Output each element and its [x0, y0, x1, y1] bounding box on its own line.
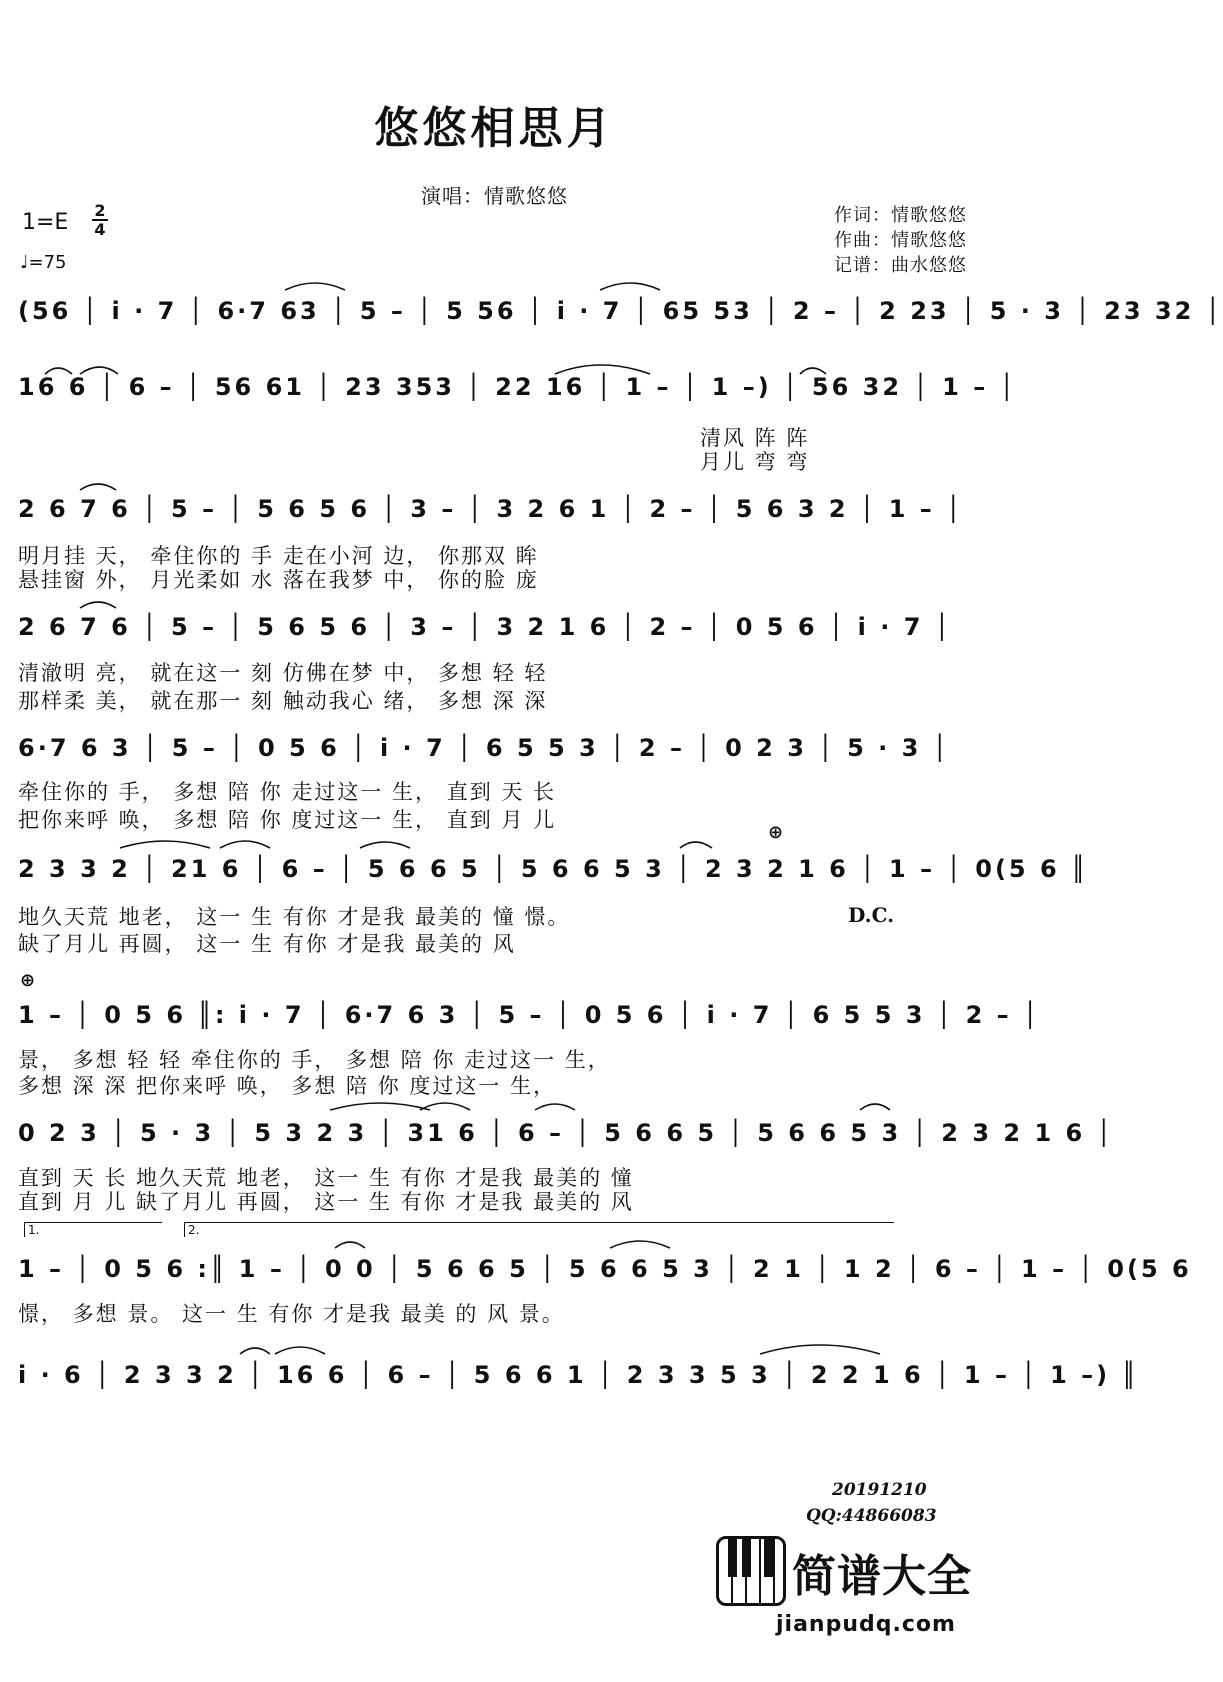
time-signature [92, 202, 108, 238]
notation-line: 2 6 7 6 │ 5 – │ 5 6 5 6 │ 3 – │ 3 2 1 6 │ 2 – │ 0 5 6 │ i · 7 │ [18, 613, 953, 641]
slur [420, 1103, 470, 1110]
lyric-line: 多想 深 深 把你来呼 唤， 多想 陪 你 度过这一 生， [18, 1074, 557, 1098]
lyric-line: 清风 阵 阵 [700, 426, 810, 450]
slur [680, 842, 712, 848]
notation-line: 0 2 3 │ 5 · 3 │ 5 3 2 3 │ 31 6 │ 6 – │ 5 6 6 5 │ 5 6 6 5 3 │ 2 3 2 1 6 │ [18, 1119, 1115, 1147]
lyric-line: 地久天荒 地老， 这一 生 有你 才是我 最美的 憧 憬。 [18, 905, 571, 929]
key-signature: 1=E [22, 210, 69, 235]
slur [220, 841, 270, 848]
volta-2-bracket: 2. [184, 1222, 894, 1237]
slur [760, 1345, 880, 1354]
notation-line: 2 3 3 2 │ 21 6 │ 6 – │ 5 6 6 5 │ 5 6 6 5 3 │ 2 3 2 1 6 │ 1 – │ 0(5 6 ║ [18, 855, 1089, 883]
slur [600, 283, 660, 290]
transcriber-credit: 记谱：曲水悠悠 [834, 255, 967, 276]
score-system-4 [18, 608, 971, 658]
site-logo [716, 1536, 976, 1646]
slur [535, 1104, 575, 1110]
notation-line: 2 6 7 6 │ 5 – │ 5 6 5 6 │ 3 – │ 3 2 6 1 │ 2 – │ 5 6 3 2 │ 1 – │ [18, 495, 964, 523]
lyricist-credit: 作词：情歌悠悠 [834, 205, 967, 226]
lyric-line: 把你来呼 唤， 多想 陪 你 度过这一 生， 直到 月 儿 [18, 808, 557, 832]
composer-credit: 作曲：情歌悠悠 [834, 230, 967, 251]
slur [335, 1242, 365, 1248]
logo-title: 简谱大全 [792, 1551, 972, 1602]
piano-icon [716, 1536, 786, 1606]
score-system-7 [18, 996, 1041, 1046]
tempo-marking: ♩=75 [20, 252, 67, 273]
notation-line: 16 6 │ 6 – │ 56 61 │ 23 353 │ 22 16 │ 1 – │ 1 –) │ 56 32 │ 1 – │ [18, 373, 1018, 401]
lyric-line: 那样柔 美， 就在那一 刻 触动我心 绪， 多想 深 深 [18, 689, 548, 713]
slur [610, 1241, 670, 1248]
singer-credit: 演唱：情歌悠悠 [421, 184, 568, 208]
date-stamp: 20191210 [832, 1480, 927, 1500]
slur [275, 1347, 325, 1354]
notation-line: 1 – │ 0 5 6 ║: i · 7 │ 6·7 6 3 │ 5 – │ 0 5 6 │ i · 7 │ 6 5 5 3 │ 2 – │ [18, 1001, 1041, 1029]
notation-line: i · 6 │ 2 3 3 2 │ 16 6 │ 6 – │ 5 6 6 1 │ 2 3 3 5 3 │ 2 2 1 6 │ 1 – │ 1 –) ║ [18, 1361, 1139, 1389]
slur [120, 841, 210, 848]
qq-contact: QQ:44866083 [806, 1506, 937, 1526]
score-system-1 [18, 292, 1223, 342]
credits-block [834, 203, 967, 278]
lyric-line: 悬挂窗 外， 月光柔如 水 落在我梦 中， 你的脸 庞 [18, 568, 539, 592]
lyric-line: 缺了月儿 再圆， 这一 生 有你 才是我 最美的 风 [18, 932, 516, 956]
lyric-line: 月儿 弯 弯 [700, 450, 810, 474]
lyric-line: 明月挂 天， 牵住你的 手 走在小河 边， 你那双 眸 [18, 544, 539, 568]
score-system-2 [18, 368, 1018, 418]
slur [240, 1348, 270, 1354]
slur [860, 1104, 890, 1110]
lyric-line: 直到 月 儿 缺了月儿 再圆， 这一 生 有你 才是我 最美的 风 [18, 1190, 634, 1214]
notation-line: 6·7 6 3 │ 5 – │ 0 5 6 │ i · 7 │ 6 5 5 3 │ 2 – │ 0 2 3 │ 5 · 3 │ [18, 734, 951, 762]
lyric-line: 清澈明 亮， 就在这一 刻 仿佛在梦 中， 多想 轻 轻 [18, 661, 548, 685]
slur [330, 1103, 430, 1110]
score-system-5 [18, 729, 971, 779]
score-system-9 [18, 1250, 1192, 1300]
coda-sign-icon: ⊕ [768, 822, 784, 843]
score-system-6 [18, 850, 1089, 900]
song-title: 悠悠相思月 [374, 103, 615, 154]
score-system-8 [18, 1114, 1115, 1164]
lyric-line: 牵住你的 手， 多想 陪 你 走过这一 生， 直到 天 长 [18, 780, 557, 804]
time-signature-bottom: 4 [94, 220, 106, 239]
volta-1-bracket: 1. [24, 1222, 162, 1237]
slur [285, 283, 345, 290]
da-capo-mark: D.C. [848, 903, 895, 927]
slur [360, 842, 410, 848]
notation-line: (56 │ i · 7 │ 6·7 63 │ 5 – │ 5 56 │ i · 7 │ 65 53 │ 2 – │ 2 23 │ 5 · 3 │ 23 32 │ [18, 297, 1223, 325]
notation-line: 1 – │ 0 5 6 :║ 1 – │ 0 0 │ 5 6 6 5 │ 5 6 6 5 3 │ 2 1 │ 1 2 │ 6 – │ 1 – │ 0(5 6 [18, 1255, 1192, 1283]
score-system-3 [18, 490, 971, 540]
lyric-line: 直到 天 长 地久天荒 地老， 这一 生 有你 才是我 最美的 憧 [18, 1166, 634, 1190]
coda-sign-icon: ⊕ [20, 970, 36, 991]
logo-url: jianpudq.com [776, 1612, 956, 1637]
time-signature-top: 2 [92, 202, 108, 221]
score-system-10 [18, 1356, 1139, 1406]
lyric-line: 憬， 多想 景。 这一 生 有你 才是我 最美 的 风 景。 [18, 1302, 565, 1326]
lyric-line: 景， 多想 轻 轻 牵住你的 手， 多想 陪 你 走过这一 生， [18, 1048, 611, 1072]
